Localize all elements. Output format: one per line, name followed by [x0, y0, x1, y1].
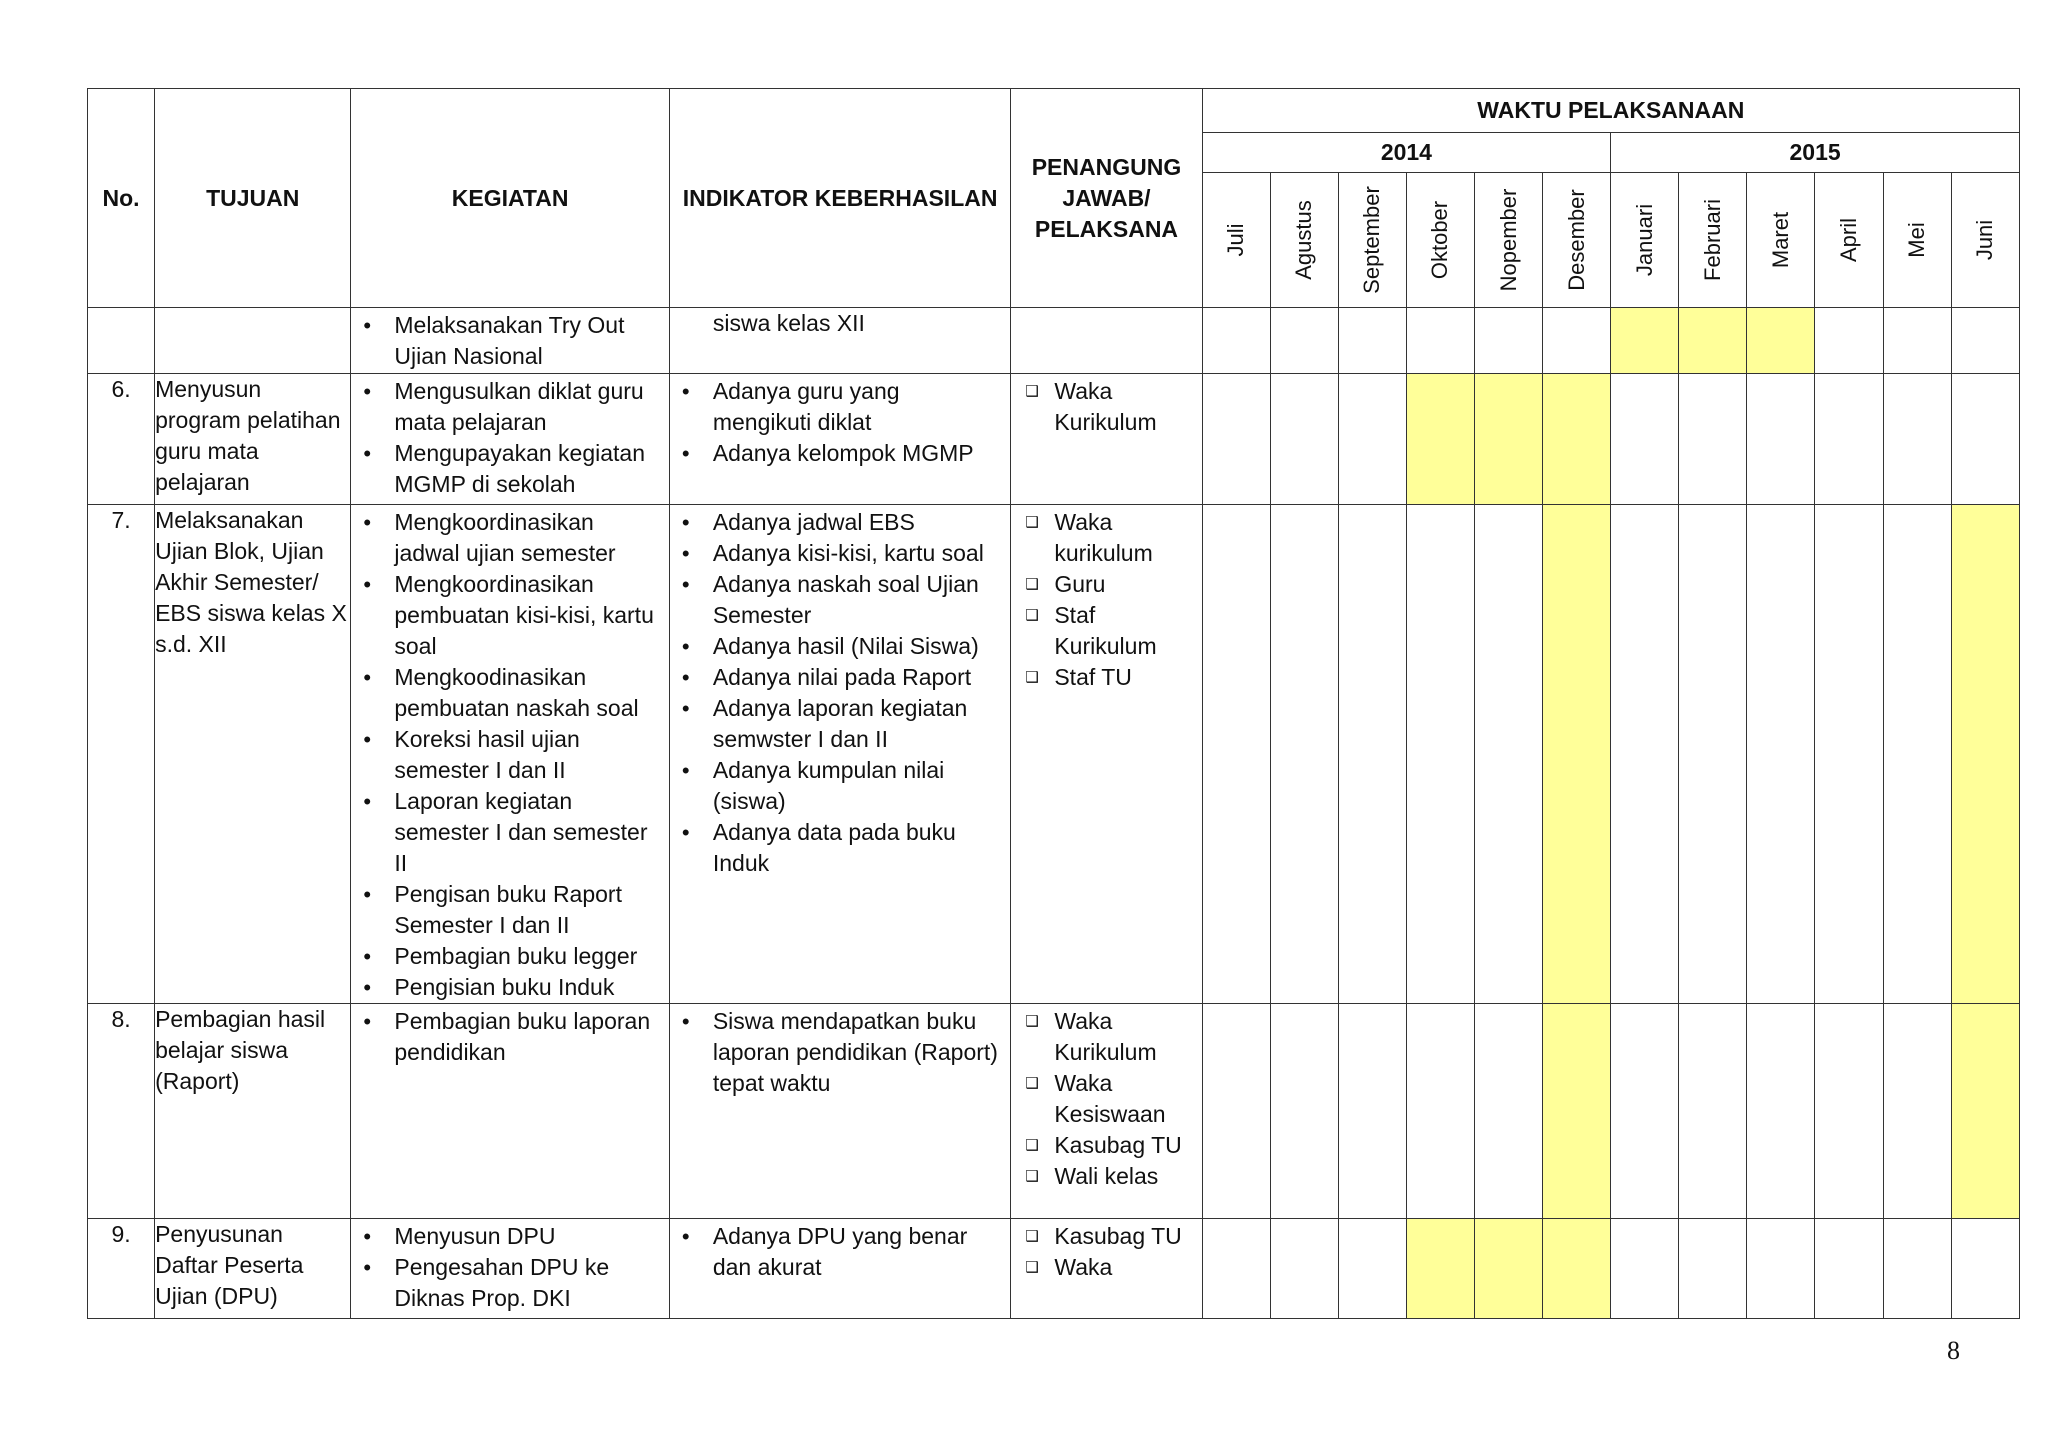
schedule-cell-desember [1543, 308, 1611, 374]
schedule-cell-oktober [1406, 505, 1474, 1004]
kegiatan-item: • Pengisan buku Raport Semester I dan II [351, 879, 662, 941]
row-kegiatan [351, 308, 669, 374]
pelaksana-item: ❑ Waka kurikulum [1011, 507, 1197, 569]
schedule-cell-desember [1543, 1004, 1611, 1219]
schedule-cell-september [1338, 374, 1406, 505]
indikator-text: siswa kelas XII [712, 310, 865, 336]
schedule-cell-februari [1679, 505, 1747, 1004]
schedule-cell-agustus [1270, 1219, 1338, 1319]
indikator-item: • Adanya laporan kegiatan semwster I dan II [670, 693, 1005, 755]
page-number: 8 [1947, 1336, 1960, 1365]
pelaksana-item: ❑ Kasubag TU [1011, 1130, 1197, 1161]
row-penanggung-jawab [1011, 505, 1202, 1004]
schedule-cell-april [1815, 1219, 1883, 1319]
month-nopember: Nopember [1475, 173, 1543, 308]
header-indikator: INDIKATOR KEBERHASILAN [669, 89, 1011, 308]
schedule-cell-februari [1679, 308, 1747, 374]
kegiatan-item: • Pembagian buku legger [351, 941, 662, 972]
schedule-cell-februari [1679, 1219, 1747, 1319]
kegiatan-item: • Mengkoordinasikan jadwal ujian semester [351, 507, 662, 569]
schedule-cell-februari [1679, 374, 1747, 505]
indikator-item: • Adanya naskah soal Ujian Semester [670, 569, 1005, 631]
table-row [88, 308, 2020, 374]
table-row [88, 1219, 2020, 1319]
row-number [88, 308, 155, 374]
header-penanggung-jawab: PENANGUNG JAWAB/ PELAKSANA [1011, 89, 1202, 308]
schedule-cell-januari [1611, 505, 1679, 1004]
schedule-cell-juli [1202, 1004, 1270, 1219]
schedule-cell-juni [1951, 505, 2019, 1004]
pelaksana-item: ❑ Guru [1011, 569, 1197, 600]
schedule-cell-agustus [1270, 1004, 1338, 1219]
month-juni: Juni [1951, 173, 2019, 308]
indikator-item: • Adanya guru yang mengikuti diklat [670, 376, 1005, 438]
row-indikator [669, 505, 1011, 1004]
schedule-cell-oktober [1406, 374, 1474, 505]
schedule-cell-april [1815, 1004, 1883, 1219]
row-number: 6. [88, 374, 155, 505]
schedule-cell-agustus [1270, 308, 1338, 374]
month-maret: Maret [1747, 173, 1815, 308]
indikator-item: • Adanya DPU yang benar dan akurat [670, 1221, 1005, 1283]
month-oktober: Oktober [1406, 173, 1474, 308]
table-body [88, 308, 2020, 1319]
kegiatan-item: • Laporan kegiatan semester I dan semester II [351, 786, 662, 879]
row-number: 8. [88, 1004, 155, 1219]
schedule-cell-juni [1951, 374, 2019, 505]
header-no: No. [88, 89, 155, 308]
table-row [88, 1004, 2020, 1219]
month-januari: Januari [1611, 173, 1679, 308]
month-april: April [1815, 173, 1883, 308]
indikator-item: • Adanya kisi-kisi, kartu soal [670, 538, 1005, 569]
pelaksana-item: ❑ Waka [1011, 1252, 1197, 1283]
schedule-cell-september [1338, 505, 1406, 1004]
pelaksana-item: ❑ Waka Kurikulum [1011, 376, 1197, 438]
schedule-cell-april [1815, 505, 1883, 1004]
row-kegiatan [351, 1219, 669, 1319]
month-desember: Desember [1543, 173, 1611, 308]
schedule-cell-nopember [1475, 1219, 1543, 1319]
activity-plan-table [87, 88, 2020, 1319]
pelaksana-item: ❑ Kasubag TU [1011, 1221, 1197, 1252]
row-indikator [669, 308, 1011, 374]
header-year-2014: 2014 [1202, 133, 1611, 173]
schedule-cell-juli [1202, 1219, 1270, 1319]
schedule-cell-agustus [1270, 374, 1338, 505]
schedule-cell-nopember [1475, 1004, 1543, 1219]
schedule-cell-maret [1747, 1004, 1815, 1219]
indikator-item: • Adanya kelompok MGMP [670, 438, 1005, 469]
kegiatan-item: • Melaksanakan Try Out Ujian Nasional [351, 310, 662, 372]
row-number: 9. [88, 1219, 155, 1319]
schedule-cell-oktober [1406, 1004, 1474, 1219]
kegiatan-item: • Koreksi hasil ujian semester I dan II [351, 724, 662, 786]
schedule-cell-oktober [1406, 1219, 1474, 1319]
row-kegiatan [351, 505, 669, 1004]
schedule-cell-juli [1202, 374, 1270, 505]
pelaksana-item: ❑ Waka Kesiswaan [1011, 1068, 1197, 1130]
schedule-cell-september [1338, 308, 1406, 374]
kegiatan-item: • Pengesahan DPU ke Diknas Prop. DKI [351, 1252, 662, 1314]
schedule-cell-mei [1883, 1004, 1951, 1219]
schedule-cell-desember [1543, 505, 1611, 1004]
row-tujuan: Pembagian hasil belajar siswa (Raport) [155, 1004, 351, 1219]
pelaksana-item: ❑ Staf TU [1011, 662, 1197, 693]
indikator-item: • Adanya nilai pada Raport [670, 662, 1005, 693]
row-penanggung-jawab [1011, 308, 1202, 374]
schedule-cell-juli [1202, 505, 1270, 1004]
month-mei: Mei [1883, 173, 1951, 308]
indikator-item: • Adanya jadwal EBS [670, 507, 1005, 538]
row-tujuan: Penyusunan Daftar Peserta Ujian (DPU) [155, 1219, 351, 1319]
kegiatan-item: • Mengusulkan diklat guru mata pelajaran [351, 376, 662, 438]
month-juli: Juli [1202, 173, 1270, 308]
row-number: 7. [88, 505, 155, 1004]
schedule-cell-desember [1543, 374, 1611, 505]
row-tujuan [155, 308, 351, 374]
schedule-cell-januari [1611, 1004, 1679, 1219]
kegiatan-item: • Pengisian buku Induk [351, 972, 662, 1003]
header-kegiatan: KEGIATAN [351, 89, 669, 308]
pelaksana-item: ❑ Staf Kurikulum [1011, 600, 1197, 662]
kegiatan-item: • Pembagian buku laporan pendidikan [351, 1006, 662, 1068]
row-indikator [669, 374, 1011, 505]
header-tujuan: TUJUAN [155, 89, 351, 308]
schedule-cell-nopember [1475, 308, 1543, 374]
row-kegiatan [351, 374, 669, 505]
schedule-cell-september [1338, 1219, 1406, 1319]
schedule-cell-mei [1883, 1219, 1951, 1319]
row-kegiatan [351, 1004, 669, 1219]
month-agustus: Agustus [1270, 173, 1338, 308]
row-tujuan: Melaksanakan Ujian Blok, Ujian Akhir Semester/ EBS siswa kelas X s.d. XII [155, 505, 351, 1004]
month-september: September [1338, 173, 1406, 308]
table-row [88, 374, 2020, 505]
schedule-cell-september [1338, 1004, 1406, 1219]
month-februari: Februari [1679, 173, 1747, 308]
schedule-cell-juni [1951, 308, 2019, 374]
schedule-cell-nopember [1475, 374, 1543, 505]
header-waktu-pelaksanaan: WAKTU PELAKSANAAN [1202, 89, 2019, 133]
header-year-2015: 2015 [1611, 133, 2020, 173]
schedule-cell-januari [1611, 1219, 1679, 1319]
indikator-item: • Adanya data pada buku Induk [670, 817, 1005, 879]
row-penanggung-jawab [1011, 1219, 1202, 1319]
table-row [88, 505, 2020, 1004]
schedule-cell-mei [1883, 308, 1951, 374]
row-penanggung-jawab [1011, 374, 1202, 505]
row-penanggung-jawab [1011, 1004, 1202, 1219]
schedule-cell-oktober [1406, 308, 1474, 374]
schedule-cell-maret [1747, 374, 1815, 505]
schedule-cell-nopember [1475, 505, 1543, 1004]
kegiatan-item: • Menyusun DPU [351, 1221, 662, 1252]
schedule-cell-mei [1883, 505, 1951, 1004]
schedule-cell-maret [1747, 308, 1815, 374]
row-indikator [669, 1004, 1011, 1219]
schedule-cell-juni [1951, 1004, 2019, 1219]
row-indikator [669, 1219, 1011, 1319]
row-tujuan: Menyusun program pelatihan guru mata pelajaran [155, 374, 351, 505]
pelaksana-item: ❑ Wali kelas [1011, 1161, 1197, 1192]
schedule-cell-juli [1202, 308, 1270, 374]
schedule-cell-mei [1883, 374, 1951, 505]
indikator-item: • Siswa mendapatkan buku laporan pendidikan (Raport) tepat waktu [670, 1006, 1005, 1099]
kegiatan-item: • Mengkoordinasikan pembuatan kisi-kisi, kartu soal [351, 569, 662, 662]
schedule-cell-februari [1679, 1004, 1747, 1219]
schedule-cell-agustus [1270, 505, 1338, 1004]
pelaksana-item: ❑ Waka Kurikulum [1011, 1006, 1197, 1068]
schedule-cell-maret [1747, 505, 1815, 1004]
schedule-cell-desember [1543, 1219, 1611, 1319]
kegiatan-item: • Mengkoodinasikan pembuatan naskah soal [351, 662, 662, 724]
schedule-cell-januari [1611, 308, 1679, 374]
schedule-cell-maret [1747, 1219, 1815, 1319]
schedule-cell-april [1815, 308, 1883, 374]
schedule-cell-april [1815, 374, 1883, 505]
schedule-cell-januari [1611, 374, 1679, 505]
indikator-item: • Adanya kumpulan nilai (siswa) [670, 755, 1005, 817]
schedule-cell-juni [1951, 1219, 2019, 1319]
indikator-item: • Adanya hasil (Nilai Siswa) [670, 631, 1005, 662]
kegiatan-item: • Mengupayakan kegiatan MGMP di sekolah [351, 438, 662, 500]
